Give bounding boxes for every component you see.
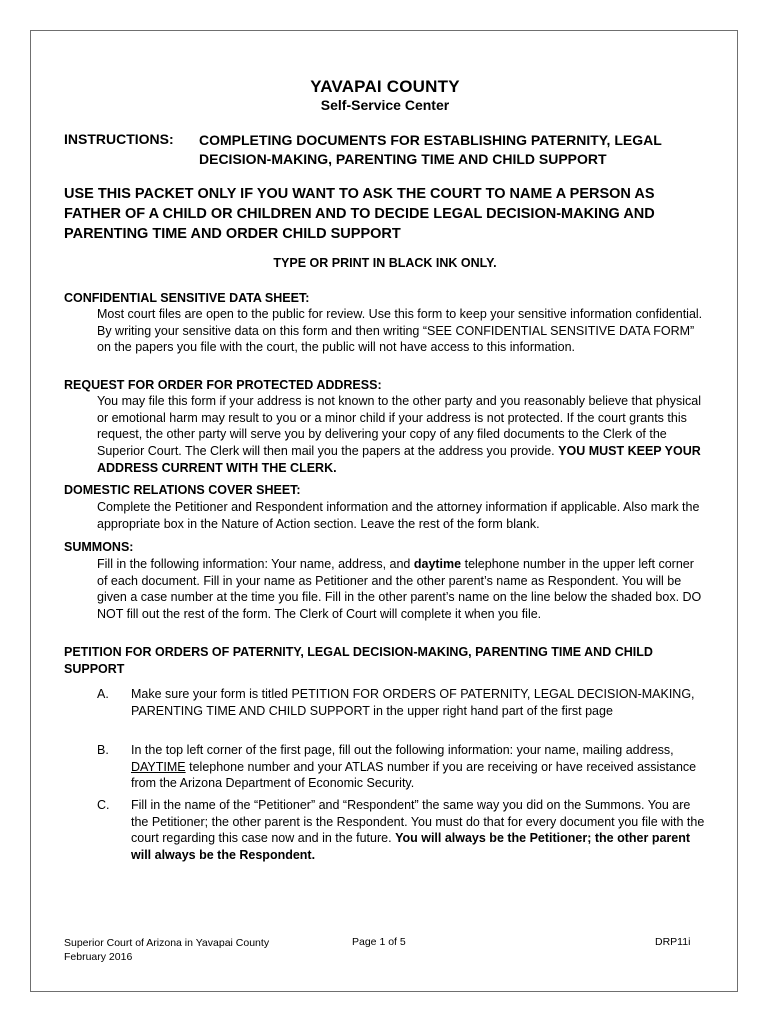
protected-address-heading: REQUEST FOR ORDER FOR PROTECTED ADDRESS: [64,378,382,392]
petition-item-b-text [131,742,709,792]
instructions-title-line1: COMPLETING DOCUMENTS FOR ESTABLISHING PATERNITY, LEGAL [199,132,662,148]
county-title: YAVAPAI COUNTY [310,77,460,96]
summons-bold-daytime: daytime [413,557,462,571]
instructions-label: INSTRUCTIONS: [64,131,174,147]
instructions-title-line2: DECISION-MAKING, PARENTING TIME AND CHILD SUPPORT [199,151,607,167]
petition-item-c-bold-text: You will always be the Petitioner; the other parent will always be the Respondent. [131,831,691,863]
protected-address-bold-text: YOU MUST KEEP YOUR ADDRESS CURRENT WITH THE CLERK. [97,444,701,475]
footer-page-number: Page 1 of 5 [352,936,406,948]
summons-body [97,556,707,623]
petition-item-c-text-1: Fill in the name of the “Petitioner” and “Respondent” the same way you did on the Summons. You are the Petitioner; the other parent is the Respondent. You must do that for every document you file with the court regarding this case now and in the future. [131,798,705,846]
confidential-body: Most court files are open to the public for review. Use this form to keep your sensitive information confidential. By writing your sensitive data on this form and then writing “SEE CONFIDENTIAL SENSITIVE DATA FORM” on the papers you file with the court, the public will not have access to this information. [97,307,703,355]
petition-item-a-letter: A. [97,687,109,701]
petition-item-b-text-2: telephone number and your ATLAS number if you are receiving or have received assistance from the Arizona Department of Economic Security. [131,759,697,791]
petition-heading: PETITION FOR ORDERS OF PATERNITY, LEGAL DECISION-MAKING, PARENTING TIME AND CHILD SUPPORT [64,645,653,676]
intro-warning: USE THIS PACKET ONLY IF YOU WANT TO ASK THE COURT TO NAME A PERSON AS FATHER OF A CHILD OR CHILDREN AND TO DECIDE LEGAL DECISION-MAKING AND PARENTING TIME AND ORDER CHILD SUPPORT [64,186,655,242]
footer-court: Superior Court of Arizona in Yavapai County [64,937,270,949]
center-subtitle: Self-Service Center [320,97,450,113]
protected-address-body [97,393,707,477]
instructions-title [199,131,719,169]
footer-date: February 2016 [64,951,133,963]
summons-heading: SUMMONS: [64,540,134,554]
summons-text-1: Fill in the following information: Your name, address, and [97,557,411,571]
footer-left [64,936,269,964]
summons-text-2: telephone number in the upper left corner of each document. Fill in your name as Petitioner and the other parent’s name as Respondent. You will be given a case number at the time you file. Fill in the other parent’s name on the line below the shaded box. DO NOT fill out the rest of the form. The Clerk of Court will complete it when you file. [97,557,702,622]
petition-item-a-text: Make sure your form is titled PETITION FOR ORDERS OF PATERNITY, LEGAL DECISION-MAKING, PARENTING TIME AND CHILD SUPPORT in the upper right hand part of the first page [131,687,695,718]
petition-item-c-text [131,797,709,864]
petition-item-c-letter: C. [97,798,110,812]
footer-form-code: DRP11i [655,936,691,948]
protected-address-text: You may file this form if your address is not known to the other party and you reasonably believe that physical or emotional harm may result to you or a minor child if your address is not protected. If the court grants this request, the other party will serve you by delivering your copy of any filed documents to the Clerk of the Superior Court. The Clerk will then mail you the papers at the address you provide. [97,394,702,459]
confidential-heading: CONFIDENTIAL SENSITIVE DATA SHEET: [64,291,310,305]
ink-notice: TYPE OR PRINT IN BLACK INK ONLY. [273,256,497,270]
petition-item-b-daytime: DAYTIME [131,759,186,774]
cover-sheet-body: Complete the Petitioner and Respondent information and the attorney information if applicable. Also mark the appropriate box in the Nature of Action section. Leave the rest of the form blank. [97,500,700,531]
petition-item-b-letter: B. [97,743,109,757]
cover-sheet-heading: DOMESTIC RELATIONS COVER SHEET: [64,483,301,497]
petition-item-b-text-1: In the top left corner of the first page, fill out the following information: your name, mailing address, [131,743,674,757]
